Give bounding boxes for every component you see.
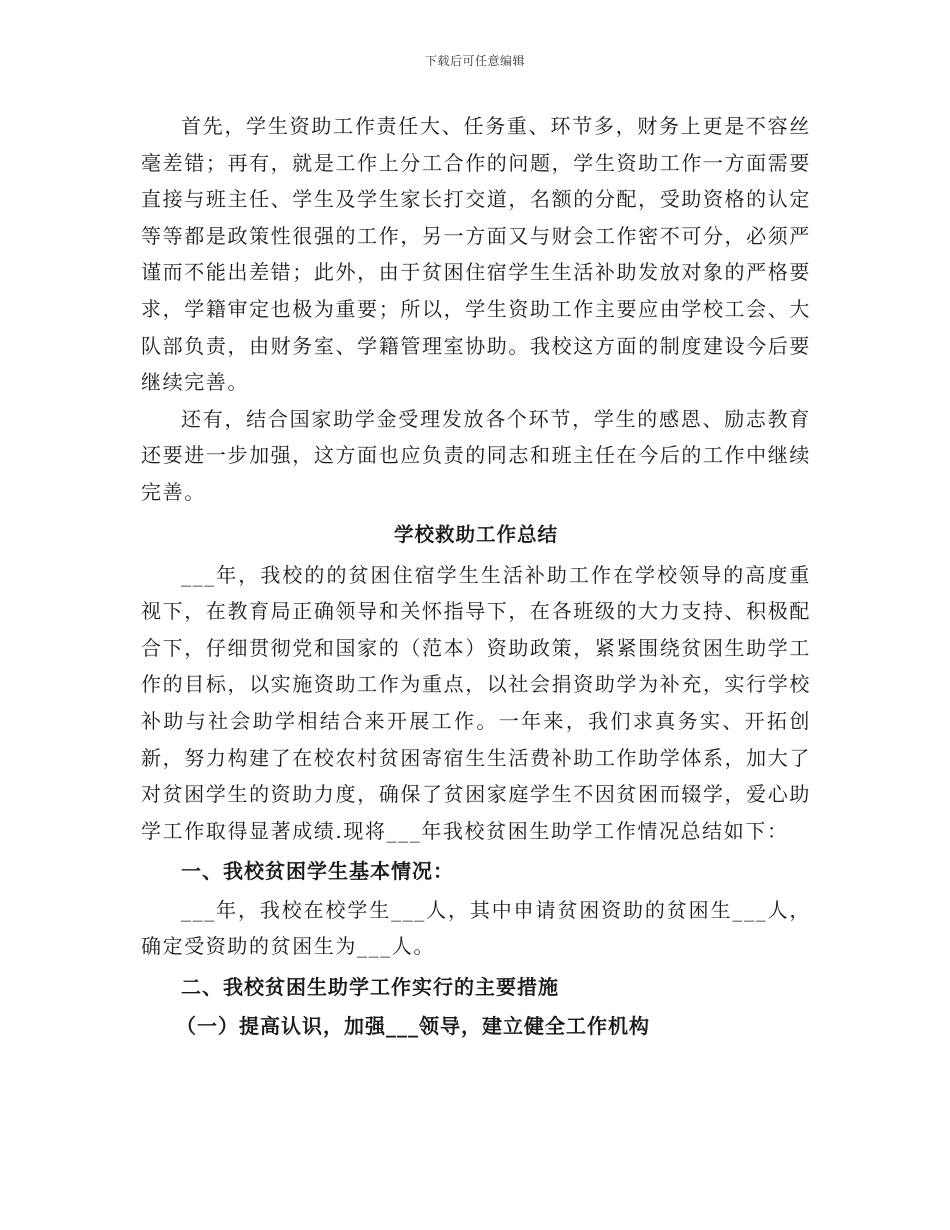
section-title: 学校救助工作总结 [393,522,558,546]
page-header: 下载后可任意编辑 [424,54,525,68]
paragraph-3: ___年，我校的的贫困住宿学生生活补助工作在学校领导的高度重视下，在教育局正确领导和关怀指导下，在各班级的大力支持、积极配合下，仔细贯彻党和国家的（范本）资助政策，紧紧围绕贫困生助学工作的目标，以实施资助工作为重点，以社会捐资助学为补充，实行学校补助与社会助学相结合来开展工作。一年来，我们求真务实、开拓创新，努力构建了在校农村贫困寄宿生生活费补助工作助学体系，加大了对贫困学生的资助力度，确保了贫困家庭学生不因贫困而辍学，爱心助学工作取得显著成绩.现将___年我校贫困生助学工作情况总结如下： [141,562,811,843]
heading-1: 一、我校贫困学生基本情况： [181,859,454,884]
document-body [141,108,811,1044]
paragraph-4: ___年，我校在校学生___人，其中申请贫困资助的贫困生___人，确定受资助的贫困生为___人。 [141,897,811,959]
subheading-1: （一）提高认识，加强___领导，建立健全工作机构 [176,1013,650,1038]
heading-2: 二、我校贫困生助学工作实行的主要措施 [181,975,559,1000]
paragraph-1: 首先，学生资助工作责任大、任务重、环节多，财务上更是不容丝毫差错；再有，就是工作上分工合作的问题，学生资助工作一方面需要直接与班主任、学生及学生家长打交道，名额的分配，受助资格的认定等等都是政策性很强的工作，另一方面又与财会工作密不可分，必须严谨而不能出差错；此外，由于贫困住宿学生生活补助发放对象的严格要求，学籍审定也极为重要；所以，学生资助工作主要应由学校工会、大队部负责，由财务室、学籍管理室协助。我校这方面的制度建设今后要继续完善。 [141,114,811,395]
paragraph-2: 还有，结合国家助学金受理发放各个环节，学生的感恩、励志教育还要进一步加强，这方面也应负责的同志和班主任在今后的工作中继续完善。 [141,406,811,504]
